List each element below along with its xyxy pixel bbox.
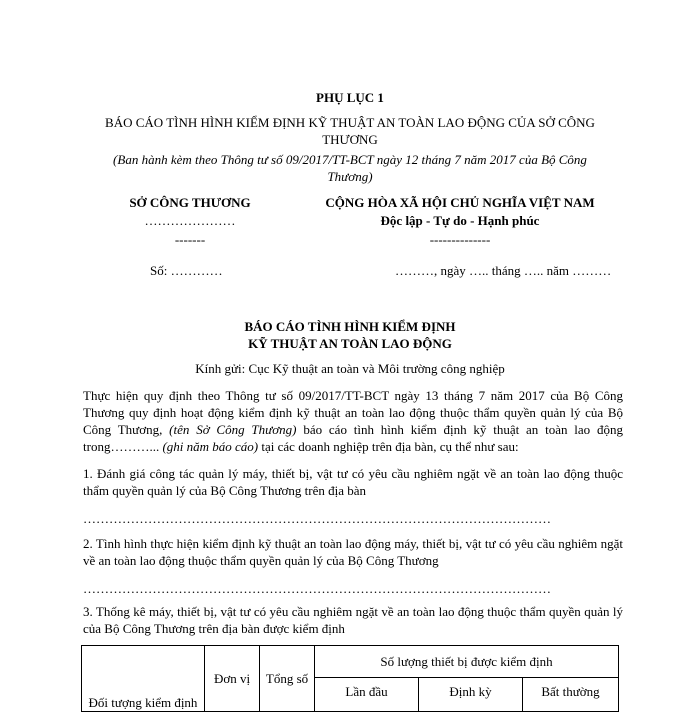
intro-text-1: Thực hiện quy định theo Thông tư số 09/2017/TT-BCT ngày 13 tháng 7 năm 2017 của Bộ Công Thương quy định hoạt động kiểm định kỹ thuật an toàn lao động thuộc thẩm quyền quản lý của Bộ Công Thương, [83, 388, 623, 437]
section-3-heading: 3. Thống kê máy, thiết bị, vật tư có yêu cầu nghiêm ngặt về an toàn lao động thuộc thẩm quyền quản lý của Bộ Công Thương trên địa bàn được kiểm định [83, 604, 623, 636]
header-inspection-object: Đối tượng kiểm định [82, 646, 205, 712]
intro-text-3: tại các doanh nghiệp trên địa bàn, cụ thể như sau: [258, 439, 519, 454]
nation-name: CỘNG HÒA XÃ HỘI CHỦ NGHĨA VIỆT NAM [325, 195, 595, 210]
intro-placeholder-year: (ghi năm báo cáo) [162, 439, 259, 454]
report-title-line-2: KỸ THUẬT AN TOÀN LAO ĐỘNG [248, 336, 452, 351]
intro-paragraph [83, 387, 623, 455]
section-1-dots: ……………………………………………………………………………………………… [83, 511, 551, 526]
header-irregular: Bất thường [523, 678, 619, 712]
section-1-heading: 1. Đánh giá công tác quản lý máy, thiết bị, vật tư có yêu cầu nghiêm ngặt về an toàn lao động thuộc thẩm quyền quản lý của Bộ Công Thương trên địa bàn [83, 466, 623, 498]
inspection-stats-table [81, 645, 619, 712]
recipient-line: Kính gửi: Cục Kỹ thuật an toàn và Môi trường công nghiệp [195, 361, 505, 376]
motto-divider: -------------- [429, 232, 491, 247]
header-count-group: Số lượng thiết bị được kiểm định [315, 646, 619, 678]
intro-text-2: báo cáo tình hình kiểm định kỹ thuật an toàn lao động trong………... [83, 422, 623, 454]
section-2-dots: ……………………………………………………………………………………………… [83, 581, 551, 596]
document-number: Số: ………… [150, 263, 223, 278]
date-line: ………, ngày ….. tháng ….. năm ……… [395, 263, 612, 278]
header-unit: Đơn vị [205, 646, 260, 712]
appendix-label: PHỤ LỤC 1 [316, 90, 384, 105]
document-title-line-1: BÁO CÁO TÌNH HÌNH KIỂM ĐỊNH KỸ THUẬT AN TOÀN LAO ĐỘNG CỦA SỞ CÔNG [105, 115, 595, 130]
agency-name: SỞ CÔNG THƯƠNG [129, 195, 251, 210]
section-2-heading: 2. Tình hình thực hiện kiểm định kỹ thuật an toàn lao động máy, thiết bị, vật tư có yêu cầu nghiêm ngặt về an toàn lao động thuộc thẩm quyền quản lý của Bộ Công Thương [83, 536, 623, 568]
issuance-note-line-2: Thương) [327, 169, 373, 184]
header-first-time: Lần đầu [315, 678, 419, 712]
issuance-note-line-1: (Ban hành kèm theo Thông tư số 09/2017/TT-BCT ngày 12 tháng 7 năm 2017 của Bộ Công [113, 152, 587, 167]
national-motto: Độc lập - Tự do - Hạnh phúc [380, 213, 540, 228]
report-title-line-1: BÁO CÁO TÌNH HÌNH KIỂM ĐỊNH [244, 319, 456, 334]
header-periodic: Định kỳ [419, 678, 523, 712]
agency-divider: ------- [174, 232, 206, 247]
header-total: Tổng số [260, 646, 315, 712]
document-title-line-2: THƯƠNG [322, 132, 378, 147]
intro-placeholder-agency: (tên Sở Công Thương) [169, 422, 297, 437]
agency-dots: ………………… [144, 213, 236, 228]
